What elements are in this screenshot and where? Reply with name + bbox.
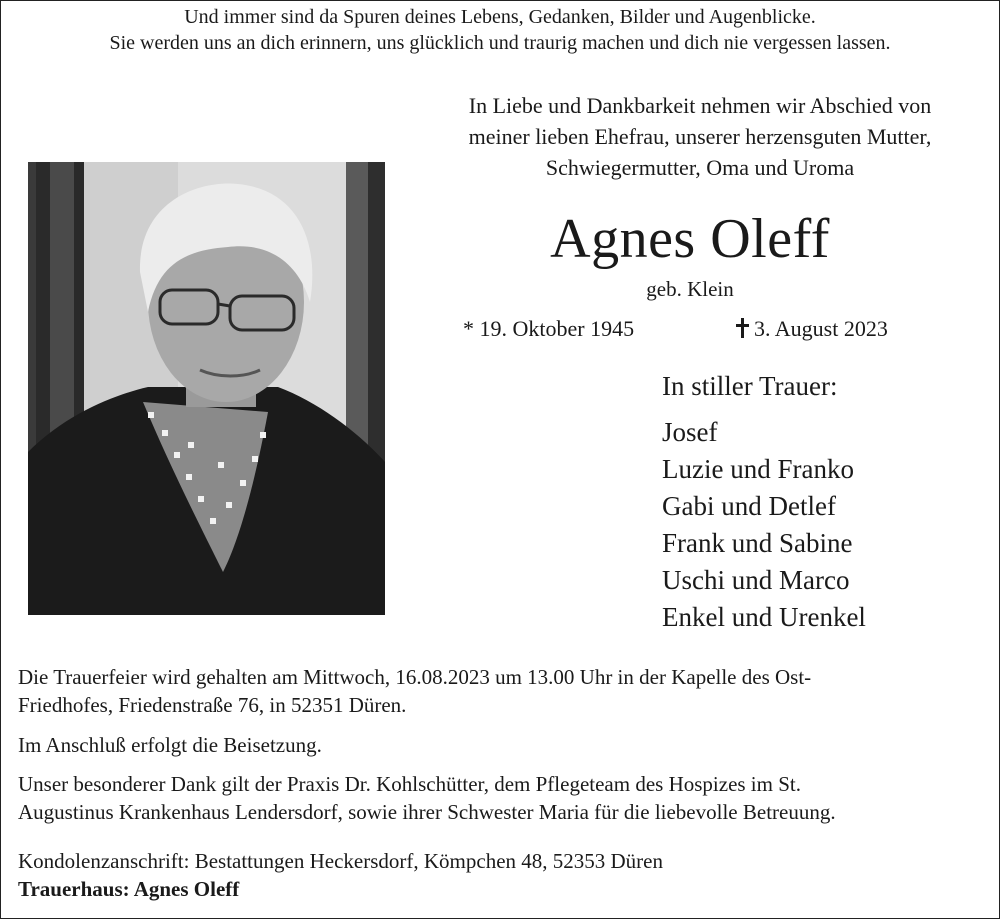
mourner-item: Josef [662,417,718,447]
mourner-item: Frank und Sabine [662,528,853,558]
farewell-intro [400,90,1000,183]
thanks-line-1: Unser besonderer Dank gilt der Praxis Dr. Kohlschütter, dem Pflegeteam des Hospizes im St. [18,772,801,796]
motto-line-2: Sie werden uns an dich erinnern, uns glücklich und traurig machen und dich nie vergessen lassen. [109,32,891,54]
ceremony-line-2: Friedhofes, Friedenstraße 76, in 52351 Düren. [18,693,407,717]
intro-line-2: meiner lieben Ehefrau, unserer herzensguten Mutter, [468,124,932,149]
thanks-paragraph [18,770,988,826]
burial-note: Im Anschluß erfolgt die Beisetzung. [18,733,322,757]
portrait-photo [28,162,385,615]
birth-date: * 19. Oktober 1945 [463,316,635,341]
ceremony-paragraph [18,663,988,719]
thanks-line-2: Augustinus Krankenhaus Lendersdorf, sowie ihrer Schwester Maria für die liebevolle Betreuung. [18,800,836,824]
deceased-name: Agnes Oleff [550,208,830,270]
intro-line-3: Schwiegermutter, Oma und Uroma [545,155,855,180]
death-date: 3. August 2023 [754,316,888,341]
death-date-group [736,314,888,344]
mourner-item: Uschi und Marco [662,565,850,595]
motto-line-1: Und immer sind da Spuren deines Lebens, Gedanken, Bilder und Augenblicke. [184,6,816,28]
mourners-list [662,414,866,636]
mourners-heading: In stiller Trauer: [662,371,838,401]
mourner-item: Luzie und Franko [662,454,854,484]
cross-icon [736,318,748,338]
portrait-illustration [28,162,385,615]
mourner-item: Enkel und Urenkel [662,602,866,632]
intro-line-1: In Liebe und Dankbarkeit nehmen wir Abschied von [468,93,932,118]
mourner-item: Gabi und Detlef [662,491,836,521]
memorial-motto [0,4,1000,56]
condolence-address: Kondolenzanschrift: Bestattungen Heckersdorf, Kömpchen 48, 52353 Düren [18,849,663,873]
ceremony-line-1: Die Trauerfeier wird gehalten am Mittwoch, 16.08.2023 um 13.00 Uhr in der Kapelle des Ost- [18,665,812,689]
house-of-mourning: Trauerhaus: Agnes Oleff [18,877,240,901]
maiden-name: geb. Klein [646,277,734,301]
